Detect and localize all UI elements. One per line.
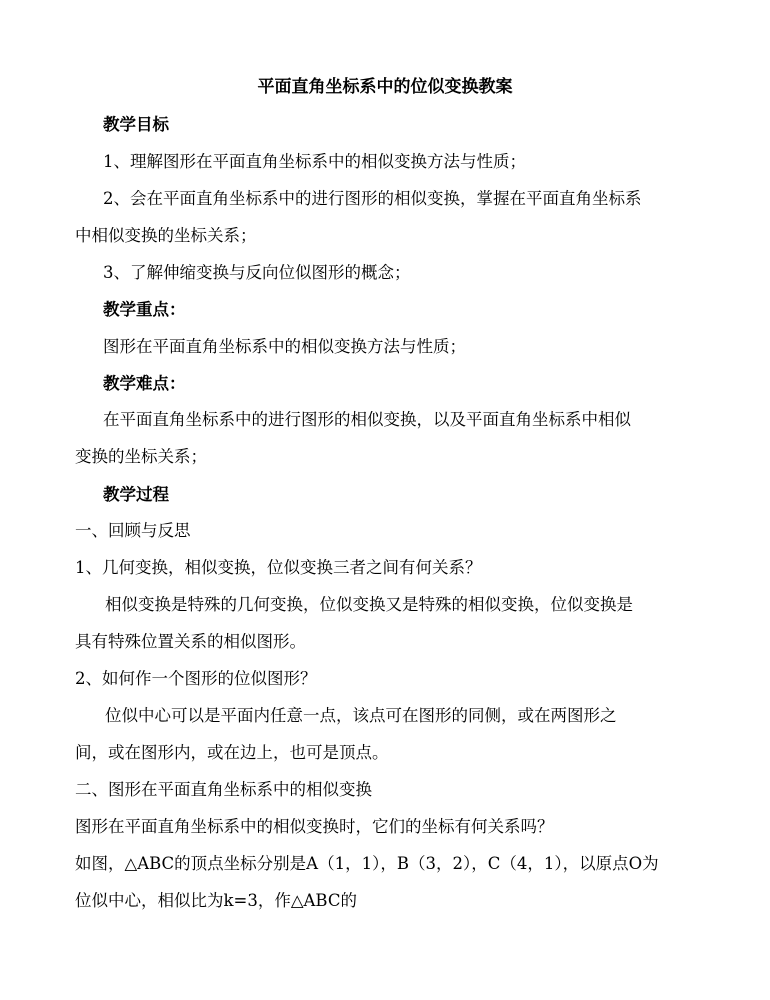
key-points-heading: 教学重点： xyxy=(103,300,186,319)
objective-2-line-2: 中相似变换的坐标关系； xyxy=(75,226,257,245)
answer-2-line-2: 间，或在图形内，或在边上，也可是顶点。 xyxy=(75,743,389,762)
difficulties-heading: 教学难点： xyxy=(103,374,186,393)
example-line-1: 如图，△ABC的顶点坐标分别是A（1，1），B（3，2），C（4，1），以原点O为 xyxy=(75,854,659,873)
section-1-heading: 一、回顾与反思 xyxy=(75,521,191,540)
answer-2-line-1: 位似中心可以是平面内任意一点，该点可在图形的同侧，或在两图形之 xyxy=(105,706,617,725)
answer-1-line-1: 相似变换是特殊的几何变换，位似变换又是特殊的相似变换，位似变换是 xyxy=(105,595,633,614)
difficulties-text-line-1: 在平面直角坐标系中的进行图形的相似变换，以及平面直角坐标系中相似 xyxy=(103,410,631,429)
objectives-heading: 教学目标 xyxy=(103,115,169,134)
example-line-2: 位似中心，相似比为k=3，作△ABC的 xyxy=(75,891,357,910)
section-2-question: 图形在平面直角坐标系中的相似变换时，它们的坐标有何关系吗？ xyxy=(75,817,554,836)
section-2-heading: 二、图形在平面直角坐标系中的相似变换 xyxy=(75,780,372,799)
document-title: 平面直角坐标系中的位似变换教案 xyxy=(257,77,513,97)
difficulties-text-line-2: 变换的坐标关系； xyxy=(75,447,207,466)
question-2: 2、如何作一个图形的位似图形？ xyxy=(75,669,317,688)
answer-1-line-2: 具有特殊位置关系的相似图形。 xyxy=(75,632,306,651)
objective-3: 3、了解伸缩变换与反向位似图形的概念； xyxy=(103,263,411,282)
objective-2-line-1: 2、会在平面直角坐标系中的进行图形的相似变换，掌握在平面直角坐标系 xyxy=(103,189,642,208)
objective-1: 1、理解图形在平面直角坐标系中的相似变换方法与性质； xyxy=(103,152,526,171)
process-heading: 教学过程 xyxy=(103,485,169,504)
question-1: 1、几何变换，相似变换，位似变换三者之间有何关系？ xyxy=(75,558,482,577)
key-points-text: 图形在平面直角坐标系中的相似变换方法与性质； xyxy=(103,337,466,356)
